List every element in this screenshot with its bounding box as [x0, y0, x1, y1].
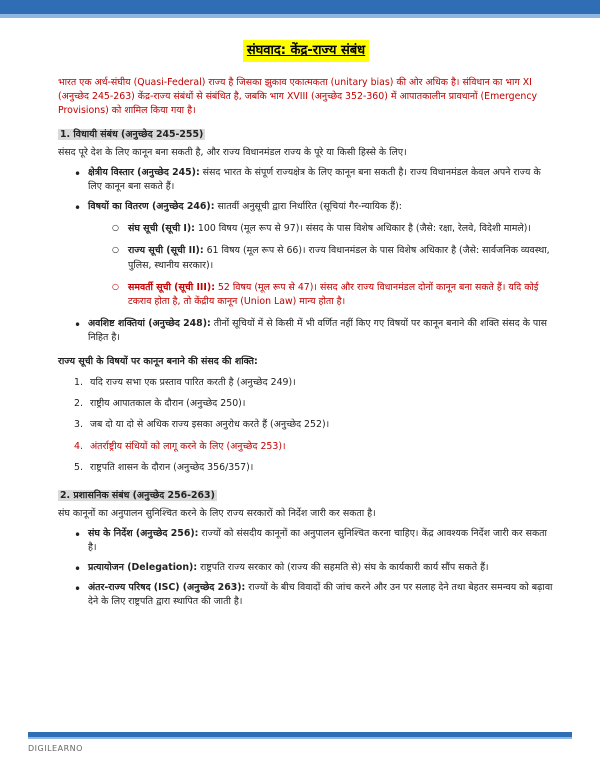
- item-text: जब दो या दो से अधिक राज्य इसका अनुरोध करते हैं (अनुच्छेद 252)।: [90, 419, 330, 431]
- item-text: राष्ट्रीय आपातकाल के दौरान (अनुच्छेद 250)।: [90, 398, 246, 410]
- list-item: [88, 200, 554, 309]
- sub-list-item: [128, 281, 554, 309]
- sub-item-label: समवर्ती सूची (सूची III):: [128, 281, 215, 293]
- item-text: राज्यों के बीच विवादों की जांच करने और उन पर सलाह देने तथा बेहतर समन्वय को बढ़ावा देने के लिए राष्ट्रपति द्वारा स्थापित की जाती है।: [88, 582, 553, 608]
- item-label: संघ के निर्देश (अनुच्छेद 256):: [88, 528, 199, 540]
- item-number: 5.: [74, 461, 83, 473]
- title-wrap: [58, 40, 554, 62]
- item-text: सातवीं अनुसूची द्वारा निर्धारित (सूचियां गैर-न्यायिक हैं):: [214, 201, 402, 213]
- header-bar-accent: [0, 14, 600, 18]
- sub-item-text: 100 विषय (मूल रूप से 97)। संसद के पास विशेष अधिकार है (जैसे: रक्षा, रेलवे, विदेशी मामले)।: [194, 223, 531, 235]
- item-label: अवशिष्ट शक्तियां (अनुच्छेद 248):: [88, 317, 211, 329]
- numbered-item: [74, 376, 554, 390]
- item-text: अंतर्राष्ट्रीय संधियों को लागू करने के लिए (अनुच्छेद 253)।: [90, 440, 286, 452]
- document-body: [58, 40, 554, 616]
- schedule-lists: [88, 222, 554, 309]
- section-2-description: संघ कानूनों का अनुपालन सुनिश्चित करने के लिए राज्य सरकारों को निर्देश जारी कर सकता है।: [58, 507, 376, 519]
- header-bar: [0, 0, 600, 14]
- list-item: [88, 581, 554, 609]
- section-2-list: [58, 527, 554, 610]
- section-1-heading-text: 1. विधायी संबंध (अनुच्छेद 245-255): [60, 128, 204, 140]
- section-1-description: संसद पूरे देश के लिए कानून बना सकती है, और राज्य विधानमंडल राज्य के पूरे या किसी हिस्से के लिए।: [58, 146, 407, 158]
- list-item: [88, 527, 554, 555]
- sub-item-label: राज्य सूची (सूची II):: [128, 245, 204, 257]
- item-number: 2.: [74, 398, 83, 410]
- sub-item-label: संघ सूची (सूची I):: [128, 223, 195, 235]
- state-list-heading: राज्य सूची के विषयों पर कानून बनाने की संसद की शक्ति:: [58, 356, 258, 368]
- item-number: 3.: [74, 419, 83, 431]
- item-number: 1.: [74, 377, 83, 389]
- item-text: राष्ट्रपति शासन के दौरान (अनुच्छेद 356/357)।: [90, 461, 254, 473]
- numbered-item: [74, 461, 554, 475]
- item-label: क्षेत्रीय विस्तार (अनुच्छेद 245):: [88, 167, 200, 179]
- sub-list-item: [128, 244, 554, 272]
- numbered-item: [74, 397, 554, 411]
- item-text: राष्ट्रपति राज्य सरकार को (राज्य की सहमति से) संघ के कार्यकारी कार्य सौंप सकते हैं।: [197, 562, 489, 574]
- section-2-heading: [58, 489, 554, 503]
- page-title: संघवाद: केंद्र-राज्य संबंध: [243, 40, 369, 62]
- sub-list-item: [128, 222, 554, 236]
- item-text: संसद भारत के संपूर्ण राज्यक्षेत्र के लिए कानून बना सकती है। राज्य विधानमंडल केवल अपने राज्य के लिए कानून बना सकते हैं।: [88, 167, 541, 193]
- item-label: अंतर-राज्य परिषद (ISC) (अनुच्छेद 263):: [88, 582, 246, 594]
- item-label: प्रत्यायोजन (Delegation):: [88, 562, 198, 574]
- section-1-heading: [58, 128, 554, 142]
- item-text: तीनों सूचियों में से किसी में भी वर्णित नहीं किए गए विषयों पर कानून बनाने की शक्ति संसद के पास निहित है।: [88, 317, 547, 344]
- numbered-item: [74, 418, 554, 432]
- list-item: [88, 561, 554, 575]
- list-item: [88, 317, 554, 345]
- item-label: विषयों का वितरण (अनुच्छेद 246):: [88, 201, 215, 213]
- list-item: [88, 166, 554, 194]
- item-text: राज्यों को संसदीय कानूनों का अनुपालन सुनिश्चित करना चाहिए। केंद्र आवश्यक निर्देश जारी कर सकता है।: [88, 528, 547, 554]
- item-number: 4.: [74, 440, 83, 452]
- sub-item-text: 52 विषय (मूल रूप से 47)। संसद और राज्य विधानमंडल दोनों कानून बना सकते हैं। यदि कोई टकराव होता है, तो केंद्रीय कानून (Union Law) मान्य होता है।: [128, 281, 539, 307]
- footer-bar-accent: [28, 737, 572, 739]
- section-1-list: [58, 166, 554, 345]
- section-2-heading-text: 2. प्रशासनिक संबंध (अनुच्छेद 256-263): [60, 489, 215, 501]
- item-text: यदि राज्य सभा एक प्रस्ताव पारित करती है (अनुच्छेद 249)।: [90, 377, 296, 389]
- sub-item-text: 61 विषय (मूल रूप से 66)। राज्य विधानमंडल के पास विशेष अधिकार है (जैसे: सार्वजनिक व्यवस्था, पुलिस, स्थानीय सरकार)।: [128, 245, 550, 271]
- numbered-item: [74, 440, 554, 454]
- footer-brand: DIGILEARNO: [28, 744, 83, 753]
- intro-paragraph: भारत एक अर्ध-संघीय (Quasi-Federal) राज्य है जिसका झुकाव एकात्मकता (unitary bias) की ओर अधिक है। संविधान का भाग XI (अनुच्छेद 245-263) केंद्र-राज्य संबंधों से संबंधित है, जबकि भाग XVIII (अनुच्छेद 352-360) में आपातकालीन प्रावधानों (Emergency Provisions) को शामिल किया गया है।: [58, 76, 538, 116]
- state-list-powers: [58, 376, 554, 475]
